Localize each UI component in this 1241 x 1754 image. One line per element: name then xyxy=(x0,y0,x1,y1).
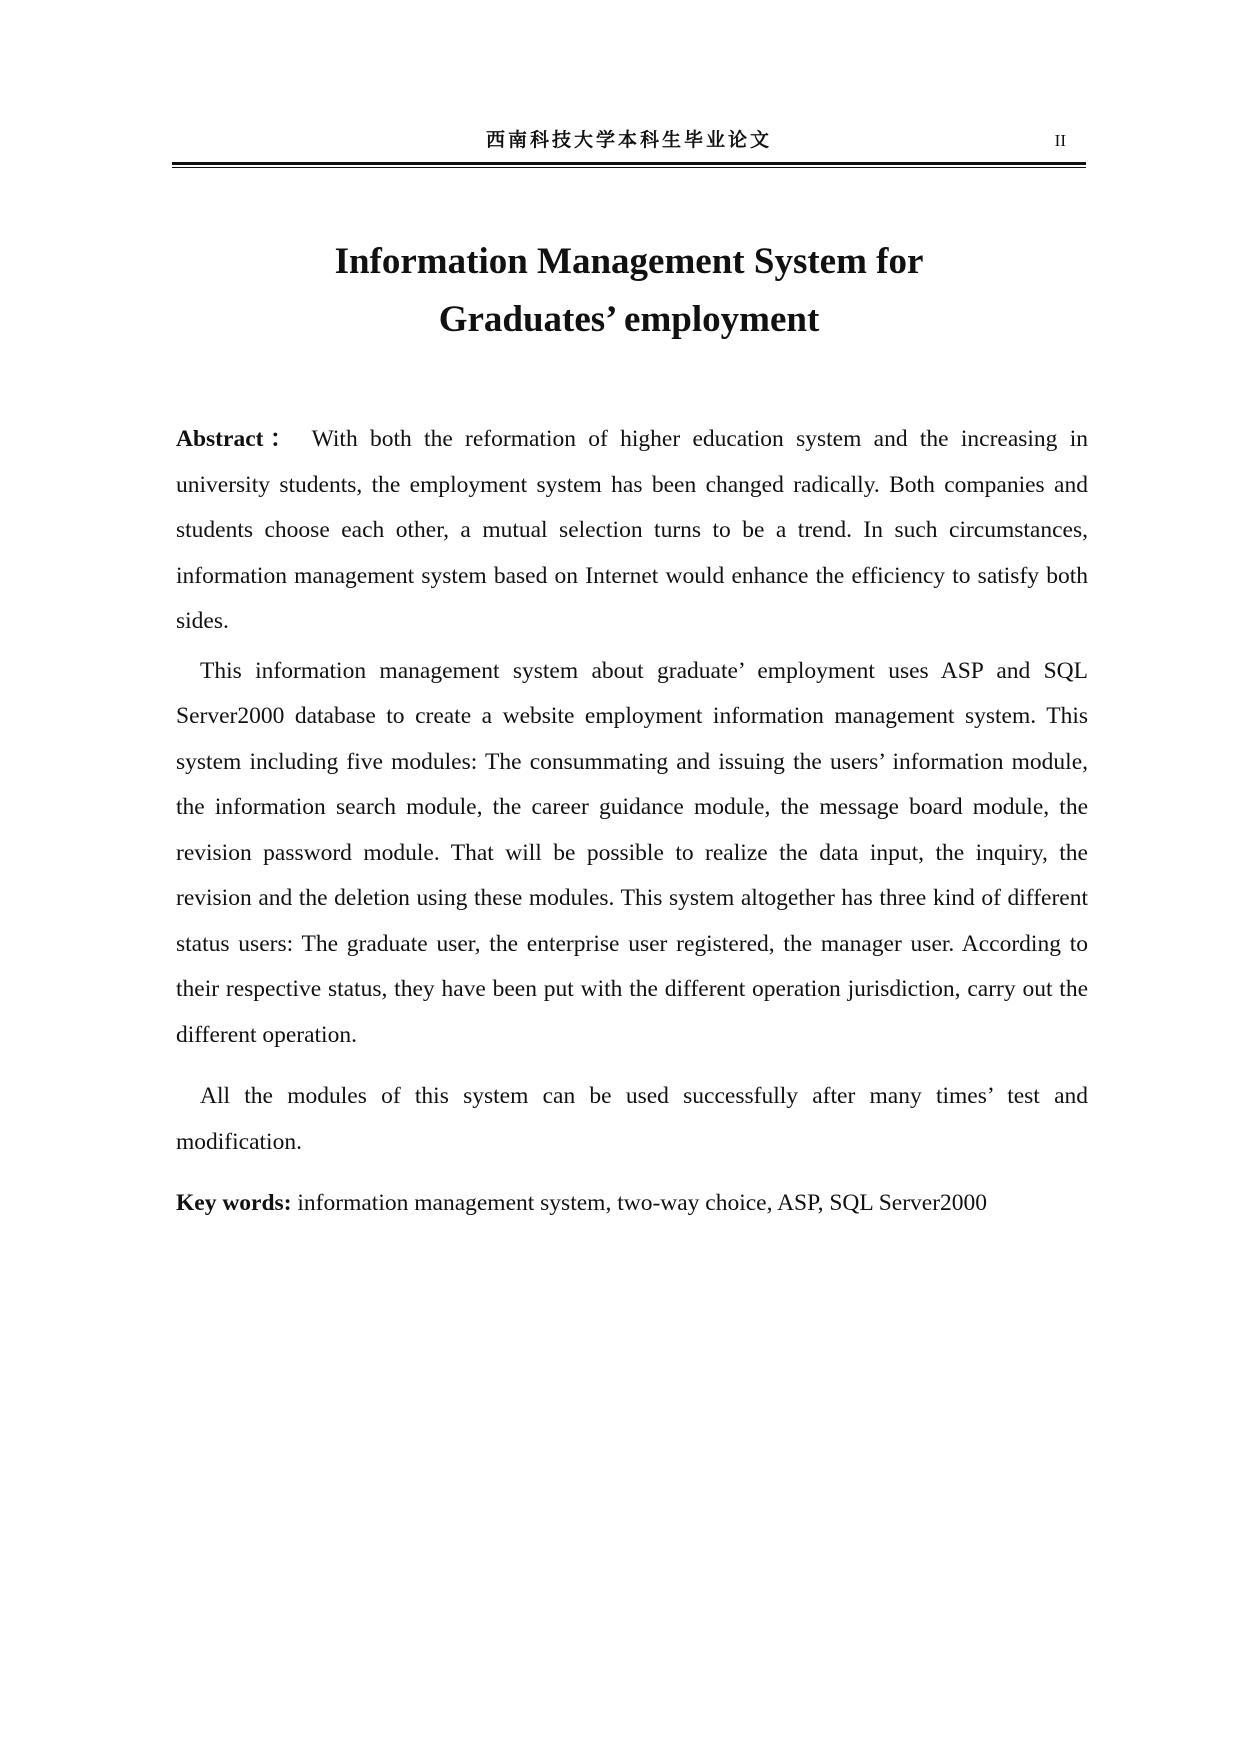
abstract-text-1: With both the reformation of higher education system and the increasing in university students, the employment system has been changed radically. Both companies and students choose each other, a mutual selection turns to be a trend. In such circumstances, information management system based on Internet would enhance the efficiency to satisfy both sides. xyxy=(176,426,1089,634)
page-header xyxy=(172,128,1086,158)
page-number: II xyxy=(1054,131,1066,150)
keywords-text: information management system, two-way choice, ASP, SQL Server2000 xyxy=(291,1190,988,1216)
document-title xyxy=(172,233,1086,349)
abstract-section xyxy=(176,417,1088,1227)
title-line-1: Information Management System for xyxy=(334,241,924,282)
keywords-line xyxy=(176,1181,1088,1227)
header-title: 西南科技大学本科生毕业论文 xyxy=(485,129,772,151)
abstract-paragraph-3: All the modules of this system can be used successfully after many times’ test and modification. xyxy=(176,1083,1088,1155)
title-line-2: Graduates’ employment xyxy=(438,299,820,340)
abstract-paragraph-1 xyxy=(176,417,1088,645)
keywords-label: Key words: xyxy=(176,1190,292,1216)
header-rule-thick xyxy=(172,162,1086,165)
abstract-label: Abstract： xyxy=(176,426,300,452)
abstract-paragraph-2: This information management system about graduate’ employment uses ASP and SQL Server2000 database to create a website employment information management system. This system including five modules: The consummating and issuing the users’ information module, the information search module, the career guidance module, the message board module, the revision password module. That will be possible to realize the data input, the inquiry, the revision and the deletion using these modules. This system altogether has three kind of different status users: The graduate user, the enterprise user registered, the manager user. According to their respective status, they have been put with the different operation jurisdiction, carry out the different operation. xyxy=(176,657,1088,1048)
header-rule-thin xyxy=(172,167,1086,168)
